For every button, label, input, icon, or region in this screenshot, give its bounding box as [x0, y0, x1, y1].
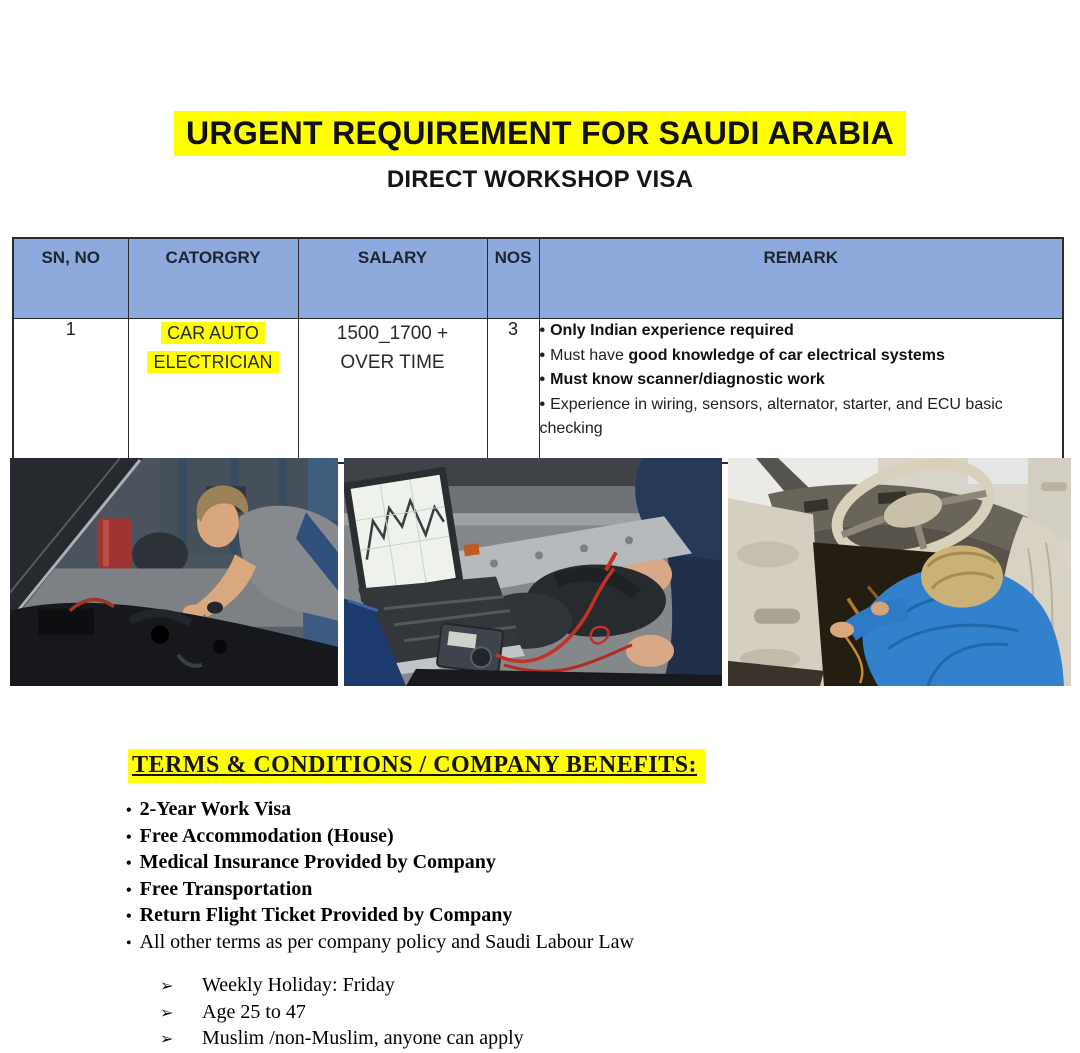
header-cell-nos: NOS [487, 238, 539, 319]
footer-point: ➢ Age 25 to 47 [160, 1000, 524, 1027]
benefit-item: • Medical Insurance Provided by Company [126, 851, 496, 873]
header-cell-sn: SN, NO [13, 238, 128, 319]
photo-strip [10, 458, 1070, 686]
category-line-1: CAR AUTO [161, 322, 265, 344]
bullet-glyph: • [126, 934, 132, 952]
remark-item: • Must know scanner/diagnostic work [539, 371, 825, 388]
jobs-table [12, 237, 1064, 464]
bullet-glyph: • [539, 346, 546, 364]
bullet-glyph: • [539, 395, 546, 413]
benefit-item: • 2-Year Work Visa [126, 798, 292, 820]
benefit-item: • Free Accommodation (House) [126, 824, 394, 847]
arrow-bullet-glyph: ➢ [160, 978, 174, 995]
cell-category [128, 319, 298, 464]
bullet-glyph: • [126, 828, 132, 846]
bullet-glyph: • [126, 881, 132, 899]
cell-nos: 3 [487, 319, 539, 464]
bullet-glyph: • [126, 908, 132, 925]
cell-sn: 1 [13, 319, 128, 464]
photo-laptop-diagnostics [344, 458, 722, 686]
salary-line-2: OVER TIME [340, 352, 445, 373]
page-subtitle: DIRECT WORKSHOP VISA [386, 166, 694, 193]
bullet-glyph: • [126, 855, 132, 872]
bullet-glyph: • [539, 371, 546, 388]
benefits-list [126, 797, 634, 956]
cell-salary [298, 319, 487, 464]
bullet-glyph: • [539, 322, 546, 339]
footer-point: ➢ Weekly Holiday: Friday [160, 973, 524, 1000]
photo-dashboard-electrician [728, 458, 1071, 686]
bullet-glyph: • [126, 802, 132, 819]
salary-line-1: 1500_1700 + [336, 323, 449, 344]
terms-heading [128, 749, 705, 783]
table-row [13, 319, 1063, 464]
photo-workshop-mechanic [10, 458, 338, 686]
remark-item: • Must have good knowledge of car electrical systems [539, 346, 945, 364]
footer-points-list [160, 973, 524, 1053]
page-title [0, 111, 1080, 156]
category-line-2: ELECTRICIAN [147, 351, 278, 373]
photo-laptop-diagnostics-graphic [344, 458, 722, 686]
footer-point: ➢ Muslim /non-Muslim, anyone can apply [160, 1026, 524, 1053]
terms-heading-text: TERMS & CONDITIONS / COMPANY BENEFITS: [128, 749, 705, 783]
remark-item: • Experience in wiring, sensors, alternator, starter, and ECU basic checking [539, 395, 1003, 437]
remark-item: • Only Indian experience required [539, 322, 794, 339]
benefit-item: • Return Flight Ticket Provided by Company [126, 904, 513, 926]
table-header-row [13, 238, 1063, 319]
arrow-bullet-glyph: ➢ [160, 1031, 174, 1048]
header-cell-salary: SALARY [298, 238, 487, 319]
arrow-bullet-glyph: ➢ [160, 1004, 174, 1022]
benefit-item: • All other terms as per company policy and Saudi Labour Law [126, 930, 634, 953]
photo-dashboard-electrician-graphic [728, 458, 1071, 686]
photo-workshop-mechanic-graphic [10, 458, 338, 686]
header-cell-category: CATORGRY [128, 238, 298, 319]
page-title-text: URGENT REQUIREMENT FOR SAUDI ARABIA [174, 111, 906, 156]
header-cell-remark: REMARK [539, 238, 1063, 319]
cell-remark [539, 319, 1063, 464]
benefit-item: • Free Transportation [126, 877, 313, 900]
